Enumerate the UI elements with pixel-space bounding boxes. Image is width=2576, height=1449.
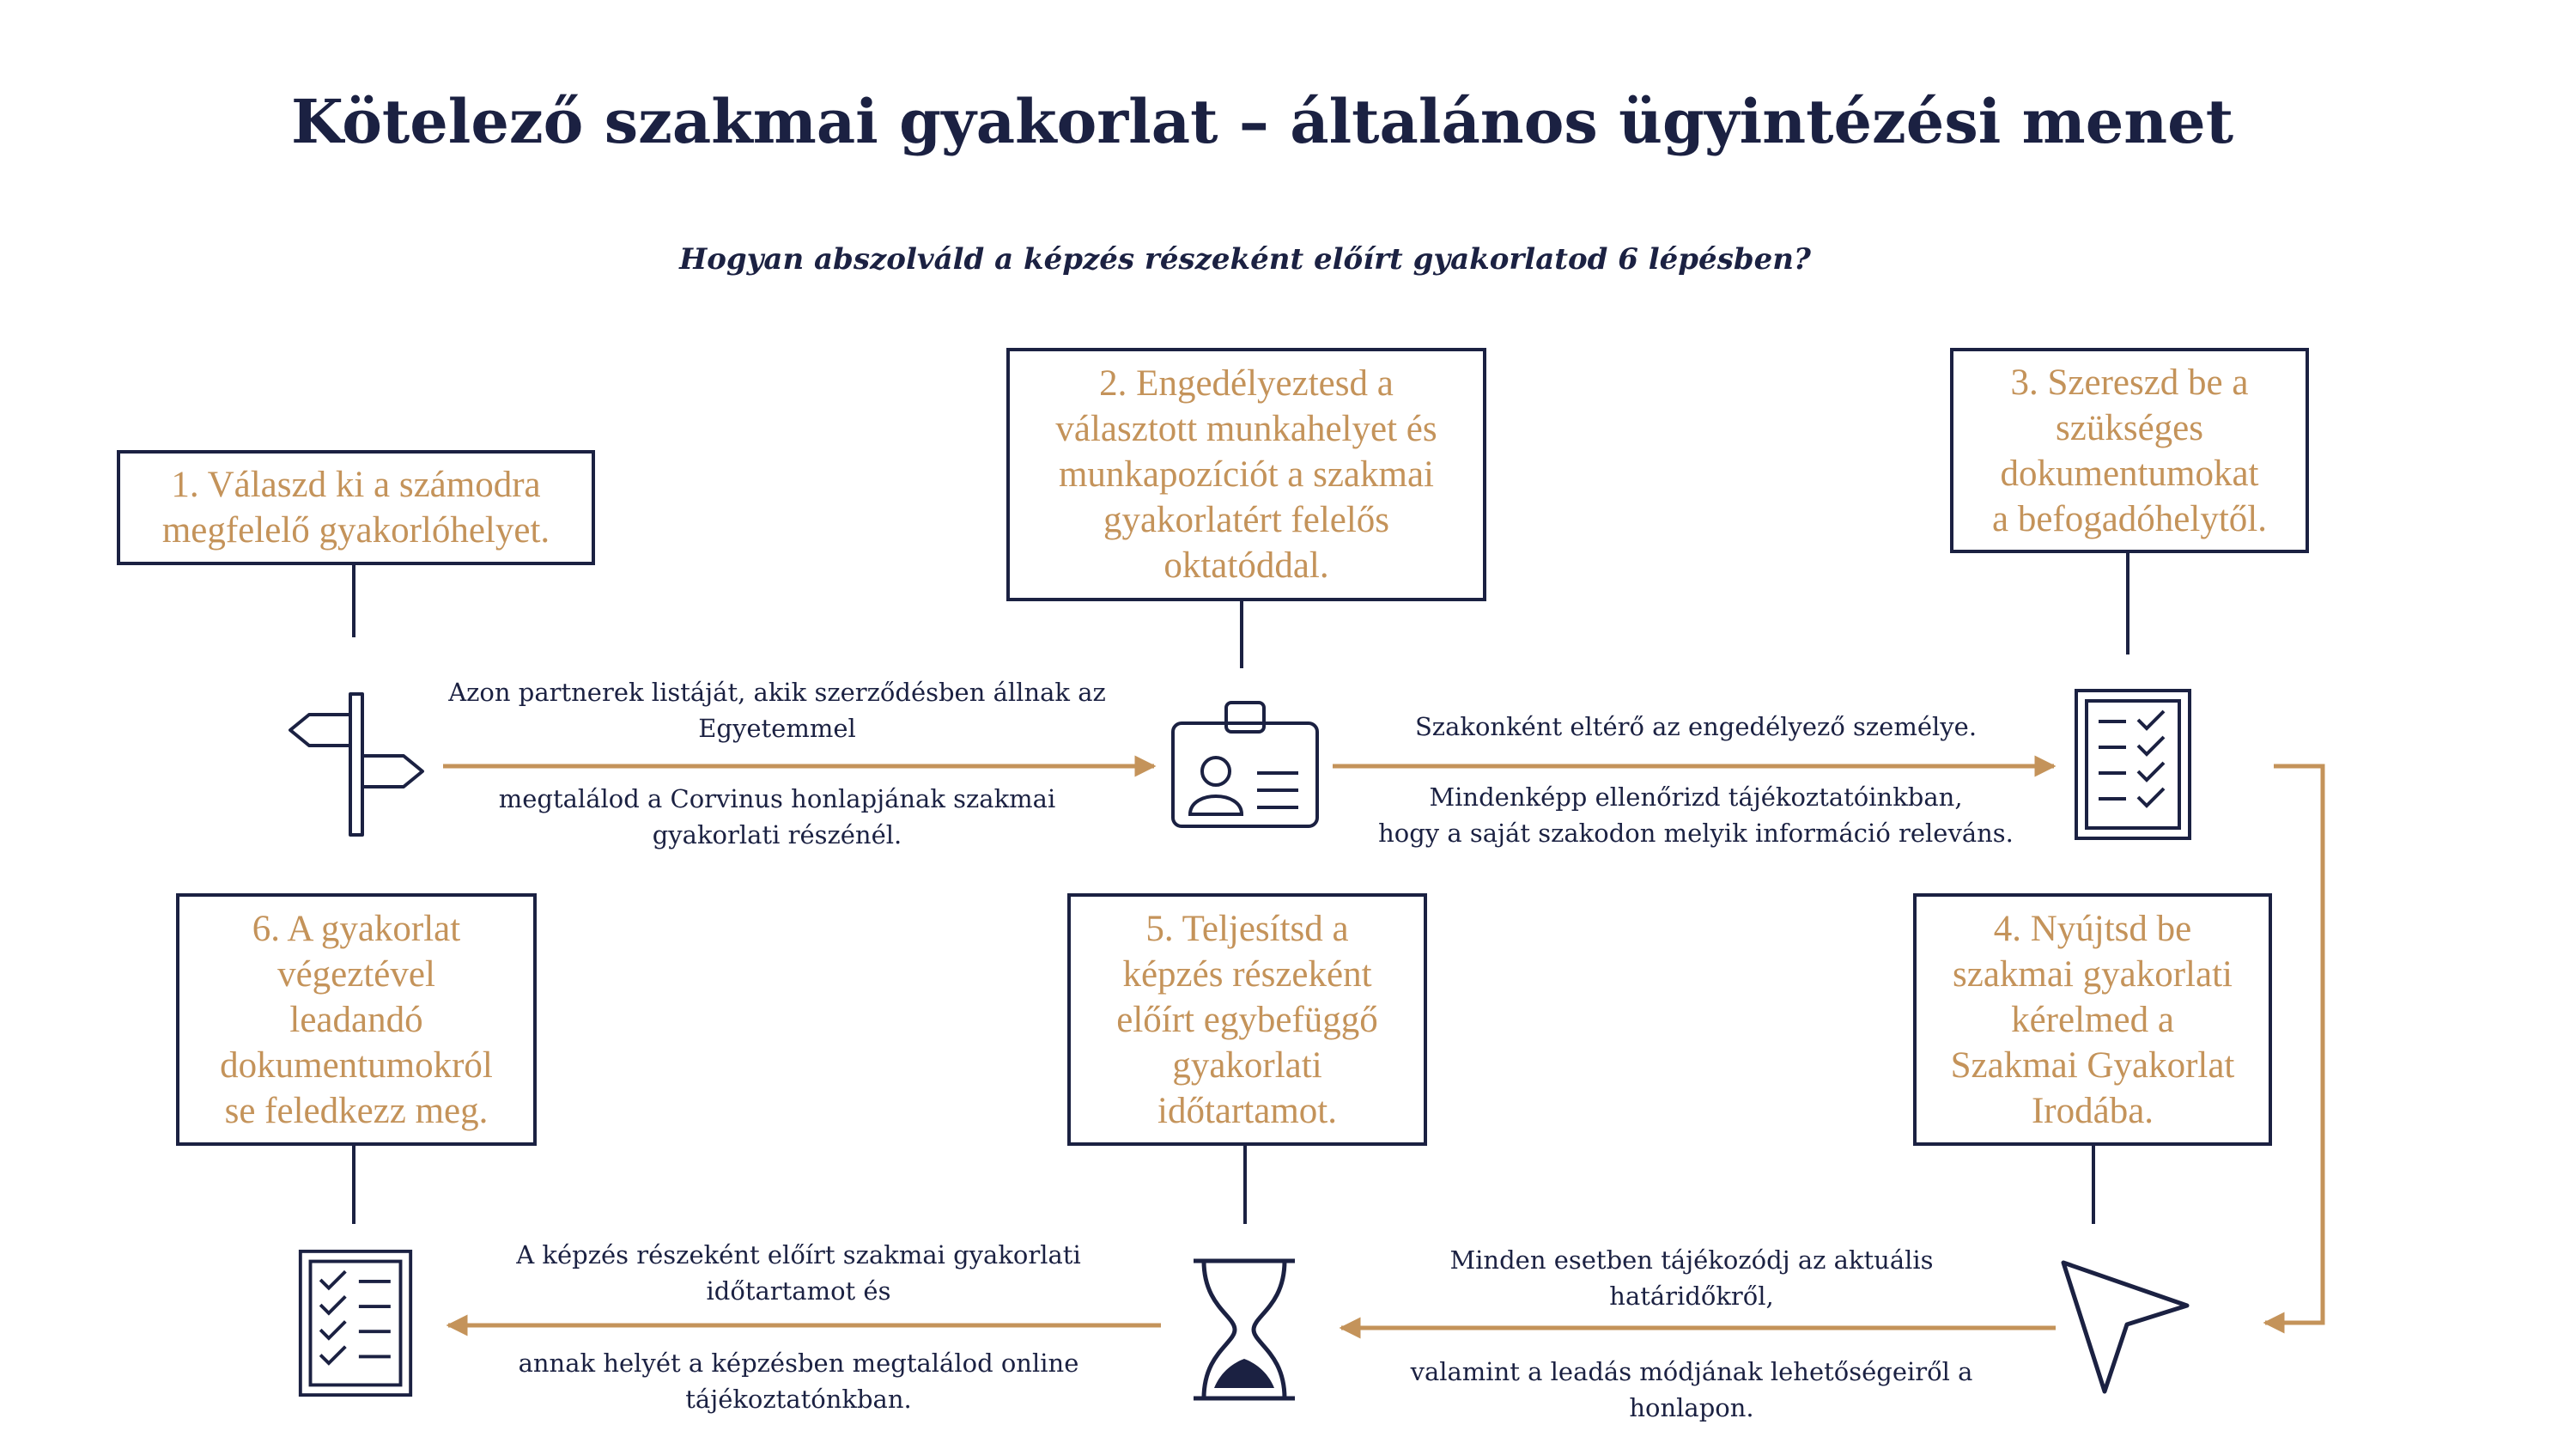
connector-2-3-text bbox=[1322, 709, 2069, 851]
connector-note: Egyetemmel bbox=[698, 714, 856, 743]
connector-note: tájékoztatónkban. bbox=[685, 1385, 912, 1414]
id-badge-icon bbox=[1168, 694, 1322, 831]
connector-note: megtalálod a Corvinus honlapjának szakmai bbox=[498, 784, 1056, 813]
checklist-icon bbox=[295, 1248, 416, 1398]
step-text: szakmai gyakorlati bbox=[1953, 953, 2233, 995]
step-text: 1. Válaszd ki a számodra bbox=[171, 465, 541, 505]
connector-4-5-text bbox=[1348, 1242, 2035, 1426]
subtitle: Hogyan abszolváld a képzés részeként előírt gyakorlatod 6 lépésben? bbox=[679, 242, 1811, 277]
checklist-icon bbox=[2073, 687, 2193, 842]
step-text: Szakmai Gyakorlat bbox=[1950, 1044, 2235, 1086]
connector-note: A képzés részeként előírt szakmai gyakorlati bbox=[516, 1240, 1081, 1269]
step-text: megfelelő gyakorlóhelyet. bbox=[161, 510, 550, 551]
step-text: munkapozíciót a szakmai bbox=[1058, 454, 1434, 495]
step-text: 5. Teljesítsd a bbox=[1145, 908, 1349, 949]
step-text: gyakorlati bbox=[1172, 1044, 1322, 1086]
step-text: leadandó bbox=[289, 999, 423, 1040]
step-text: 3. Szereszd be a bbox=[2010, 362, 2249, 403]
step-text: dokumentumokról bbox=[220, 1044, 493, 1086]
connector-note: határidőkről, bbox=[1609, 1282, 1774, 1311]
step-text: a befogadóhelytől. bbox=[1991, 498, 2267, 539]
connector-note: honlapon. bbox=[1629, 1393, 1754, 1422]
signpost-icon bbox=[283, 687, 429, 842]
step-text: 6. A gyakorlat bbox=[252, 908, 461, 949]
step-text: választott munkahelyet és bbox=[1055, 409, 1437, 449]
connector-note: Mindenképp ellenőrizd tájékoztatóinkban, bbox=[1429, 782, 1963, 812]
step-text: 4. Nyújtsd be bbox=[1993, 908, 2192, 949]
step-5-box bbox=[1067, 893, 1427, 1146]
step-text: előírt egybefüggő bbox=[1116, 999, 1378, 1040]
connector-1-2-text bbox=[412, 674, 1142, 853]
hourglass-icon bbox=[1187, 1254, 1302, 1405]
step-text: képzés részeként bbox=[1122, 953, 1372, 995]
step-4-box bbox=[1913, 893, 2272, 1146]
connector-note: hogy a saját szakodon melyik információ releváns. bbox=[1378, 819, 2014, 848]
page-title: Kötelező szakmai gyakorlat – általános ügyintézési menet bbox=[290, 86, 2234, 157]
step-text: kérelmed a bbox=[2011, 999, 2174, 1040]
step-text: oktatóddal. bbox=[1163, 545, 1329, 586]
step-3-box bbox=[1950, 348, 2309, 553]
step-text: Irodába. bbox=[2031, 1090, 2154, 1131]
connector-note: Azon partnerek listáját, akik szerződésben állnak az bbox=[448, 678, 1106, 707]
connector-5-6-text bbox=[455, 1237, 1142, 1417]
connector-note: Minden esetben tájékozódj az aktuális bbox=[1449, 1245, 1934, 1275]
step-text: időtartamot. bbox=[1157, 1090, 1337, 1131]
step-text: szükséges bbox=[2056, 407, 2203, 448]
connector-note: valamint a leadás módjának lehetőségeiről a bbox=[1410, 1357, 1973, 1386]
step-text: végeztével bbox=[277, 953, 435, 995]
step-text: dokumentumokat bbox=[2000, 453, 2259, 494]
connector-note: időtartamot és bbox=[706, 1276, 891, 1306]
step-text: 2. Engedélyeztesd a bbox=[1099, 363, 1394, 404]
step-6-box bbox=[176, 893, 537, 1146]
arrow-3-4 bbox=[2265, 766, 2323, 1323]
step-text: gyakorlatért felelős bbox=[1103, 500, 1390, 540]
step-2-box bbox=[1006, 348, 1486, 601]
send-icon bbox=[2057, 1254, 2194, 1400]
step-1-box bbox=[117, 450, 595, 565]
connector-note: annak helyét a képzésben megtalálod online bbox=[518, 1349, 1079, 1378]
step-text: se feledkezz meg. bbox=[224, 1090, 489, 1131]
connector-note: gyakorlati részénél. bbox=[652, 820, 902, 849]
connector-note: Szakonként eltérő az engedélyező személye. bbox=[1414, 712, 1978, 741]
